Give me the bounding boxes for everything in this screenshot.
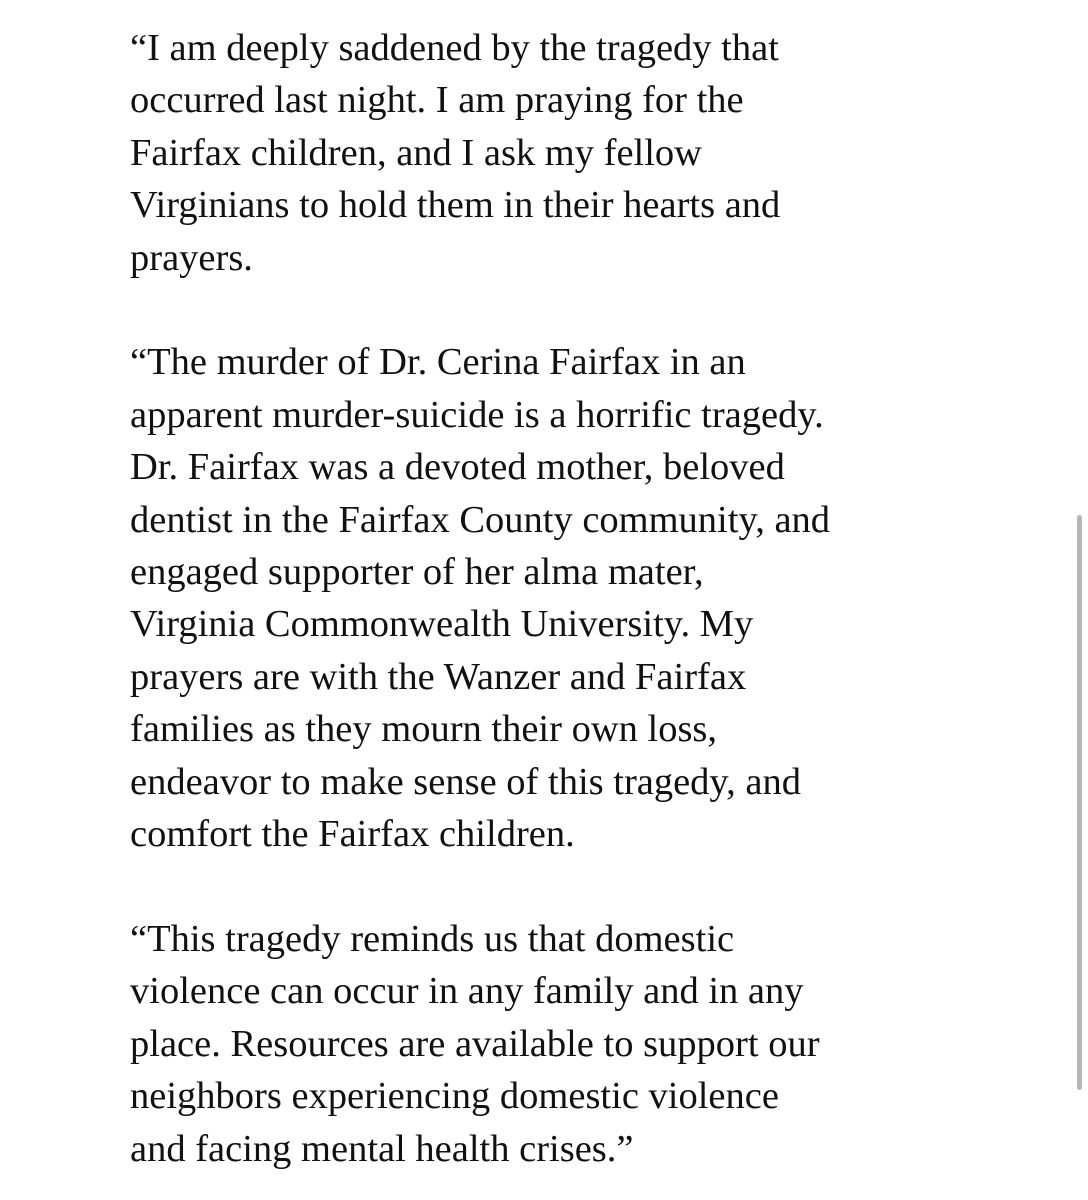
vertical-scrollbar-thumb[interactable] bbox=[1077, 515, 1082, 1090]
statement-paragraph-3: “This tragedy reminds us that domestic violence can occur in any family and in any place. Resources are available to support our neighbors experiencing domestic violence and facing mental health crises.” bbox=[130, 917, 820, 1170]
statement-paragraph-1: “I am deeply saddened by the tragedy that occurred last night. I am praying for the Fairfax children, and I ask my fellow Virginians to hold them in their hearts and prayers. bbox=[130, 27, 781, 279]
statement-paragraph-2: “The murder of Dr. Cerina Fairfax in an apparent murder-suicide is a horrific tragedy. Dr. Fairfax was a devoted mother, beloved dentist in the Fairfax County community, and engaged supporter of her alma mater, Virginia Commonwealth University. My prayers are with the Wanzer and Fairfax families as they mourn their own loss, endeavor to make sense of this tragedy, and comfort the Fairfax children. bbox=[130, 341, 831, 856]
statement-body bbox=[130, 22, 980, 1175]
